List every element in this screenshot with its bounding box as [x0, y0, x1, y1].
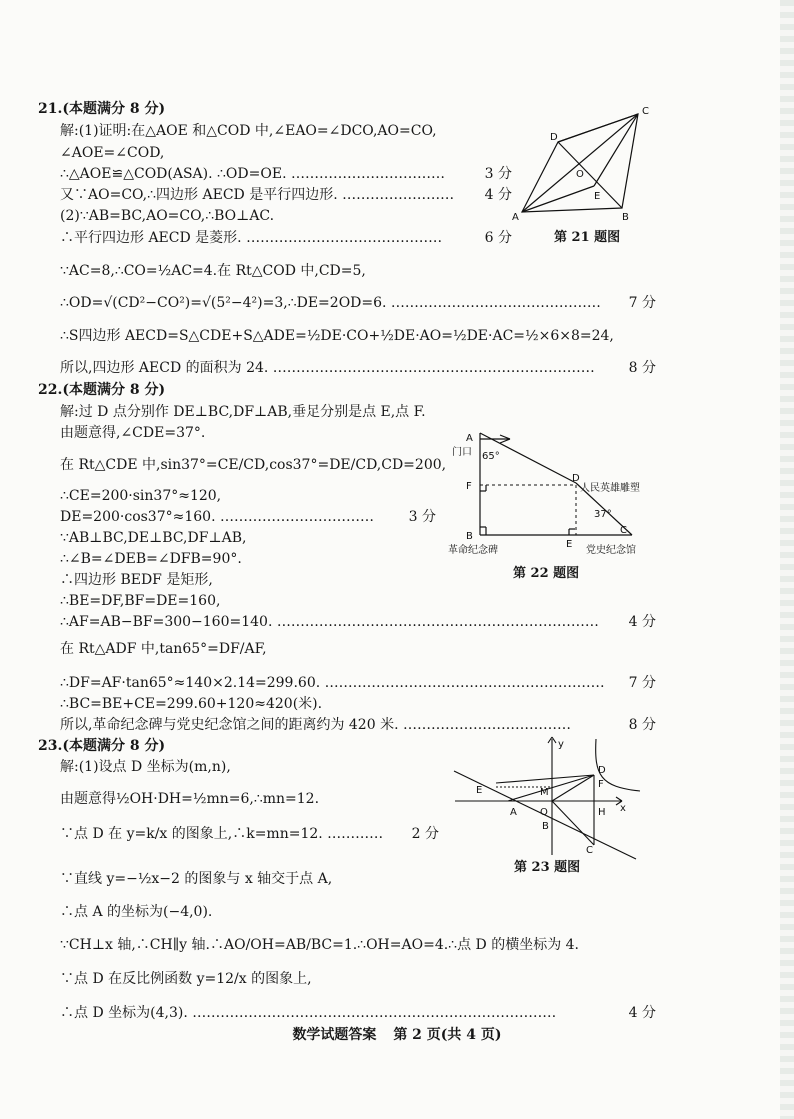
fig22-label-gate: 门口	[452, 447, 472, 458]
q22-score: 3 分	[408, 509, 436, 525]
fig22-label-angle-d: 37°	[594, 509, 612, 520]
q23-line: ∵直线 y=−½x−2 的图象与 x 轴交于点 A,	[60, 871, 333, 887]
figure-22-caption: 第 22 题图	[513, 566, 580, 581]
q23-score: 4 分	[628, 1005, 656, 1021]
q22-score: 4 分	[628, 614, 656, 630]
q22-line: ∴BC=BE+CE=299.60+120≈420(米).	[60, 696, 323, 712]
q21-score: 7 分	[628, 295, 656, 311]
scan-edge	[780, 0, 794, 1119]
q21-line: 又∵AO=CO,∴四边形 AECD 是平行四边形. ……………………	[60, 187, 455, 203]
q21-line: 所以,四边形 AECD 的面积为 24. ……………………………………………………………	[60, 360, 595, 376]
q21-line: ∴S四边形 AECD=S△CDE+S△ADE=½DE·CO+½DE·AO=½DE·AC=½×6×8=24,	[60, 328, 614, 344]
q22-line: ∴四边形 BEDF 是矩形,	[60, 572, 213, 588]
q21-line: ∴△AOE≌△COD(ASA). ∴OD=OE. ……………………………	[60, 166, 445, 182]
q23-line: 由题意得½OH·DH=½mn=6,∴mn=12.	[60, 791, 320, 807]
svg-text:C: C	[620, 525, 627, 536]
figure-23-coordinate	[450, 735, 650, 860]
figure-21-caption: 第 21 题图	[554, 230, 621, 245]
q21-score: 3 分	[484, 166, 512, 182]
fig23-label-o: O	[540, 807, 548, 818]
q22-line: 由题意得,∠CDE=37°.	[60, 425, 206, 441]
q21-score: 8 分	[628, 360, 656, 376]
fig23-label-e: E	[476, 785, 483, 796]
fig21-label-c: C	[642, 106, 649, 117]
figure-23-caption: 第 23 题图	[514, 860, 581, 875]
figure-22-distance	[440, 415, 665, 560]
fig21-label-d: D	[550, 132, 558, 143]
fig21-label-b: B	[622, 212, 629, 223]
svg-text:B: B	[466, 531, 473, 542]
fig21-label-e: E	[594, 191, 601, 202]
q23-line: ∵CH⊥x 轴,∴CH∥y 轴.∴AO/OH=AB/BC=1.∴OH=AO=4.∴点 D 的横坐标为 4.	[60, 937, 580, 953]
q22-line: ∴∠B=∠DEB=∠DFB=90°.	[60, 551, 242, 567]
q21-line: ∴OD=√(CD²−CO²)=√(5²−4²)=3,∴DE=2OD=6. ………………………………………	[60, 295, 601, 311]
fig23-label-d: D	[598, 765, 606, 776]
q21-line: 解:(1)证明:在△AOE 和△COD 中,∠EAO=∠DCO,AO=CO,	[60, 123, 437, 139]
q21-line: (2)∵AB=BC,AO=CO,∴BO⊥AC.	[60, 208, 275, 224]
footer-title: 数学试题答案	[292, 1027, 377, 1043]
fig22-label-angle-a: 65°	[482, 451, 500, 462]
q22-line: 在 Rt△ADF 中,tan65°=DF/AF,	[60, 641, 267, 657]
svg-text:A: A	[466, 433, 473, 444]
fig22-label-hall: 党史纪念馆	[586, 545, 636, 556]
q22-line: ∴BE=DF,BF=DE=160,	[60, 593, 221, 609]
figure-21-rhombus	[510, 100, 660, 225]
q22-score: 7 分	[628, 675, 656, 691]
q22-line: ∴AF=AB−BF=300−160=140. ……………………………………………………………	[60, 614, 599, 630]
fig22-label-monument: 人民英雄雕塑	[580, 483, 640, 494]
q23-score: 2 分	[411, 826, 439, 842]
svg-text:F: F	[466, 481, 472, 492]
fig21-label-o: O	[576, 169, 584, 180]
fig23-label-y: y	[558, 739, 564, 750]
fig23-label-a: A	[510, 807, 517, 818]
q21-line: ∵AC=8,∴CO=½AC=4.在 Rt△COD 中,CD=5,	[60, 263, 366, 279]
svg-text:D: D	[572, 473, 580, 484]
fig23-label-f: F	[598, 779, 604, 790]
q22-line: 解:过 D 点分别作 DE⊥BC,DF⊥AB,垂足分别是点 E,点 F.	[60, 404, 426, 420]
q21-score: 6 分	[484, 230, 512, 246]
fig23-label-b: B	[542, 821, 549, 832]
fig23-label-m: M	[540, 787, 549, 798]
q22-header: 22.(本题满分 8 分)	[38, 382, 166, 398]
q22-line: ∴CE=200·sin37°≈120,	[60, 488, 222, 504]
q23-header: 23.(本题满分 8 分)	[38, 738, 166, 754]
q23-line: ∵点 D 在 y=k/x 的图象上,∴k=mn=12. …………	[60, 826, 384, 842]
q21-score: 4 分	[484, 187, 512, 203]
q23-line: ∴点 D 坐标为(4,3). ……………………………………………………………………	[60, 1005, 557, 1021]
q21-line: ∠AOE=∠COD,	[60, 145, 165, 161]
q22-line: ∵AB⊥BC,DE⊥BC,DF⊥AB,	[60, 530, 247, 546]
q23-line: 解:(1)设点 D 坐标为(m,n),	[60, 759, 231, 775]
q22-line: DE=200·cos37°≈160. ……………………………	[60, 509, 374, 525]
q22-score: 8 分	[628, 717, 656, 733]
fig21-label-a: A	[512, 212, 519, 223]
q21-line: ∴平行四边形 AECD 是菱形. ……………………………………	[60, 230, 443, 246]
q22-line: 在 Rt△CDE 中,sin37°=CE/CD,cos37°=DE/CD,CD=200,	[60, 457, 447, 473]
fig23-label-h: H	[598, 807, 606, 818]
footer-page-number: 第 2 页(共 4 页)	[393, 1027, 502, 1043]
q23-line: ∴点 A 的坐标为(−4,0).	[60, 904, 213, 920]
page-footer	[0, 1024, 794, 1044]
fig23-label-c: C	[586, 845, 593, 856]
q23-line: ∵点 D 在反比例函数 y=12/x 的图象上,	[60, 971, 312, 987]
q22-line: 所以,革命纪念碑与党史纪念馆之间的距离约为 420 米. ………………………………	[60, 717, 571, 733]
fig23-label-x: x	[620, 803, 626, 814]
svg-text:E: E	[566, 539, 573, 550]
q22-line: ∴DF=AF·tan65°≈140×2.14=299.60. ……………………………………………………	[60, 675, 605, 691]
q21-header: 21.(本题满分 8 分)	[38, 101, 166, 117]
fig22-label-memorial: 革命纪念碑	[448, 545, 498, 556]
